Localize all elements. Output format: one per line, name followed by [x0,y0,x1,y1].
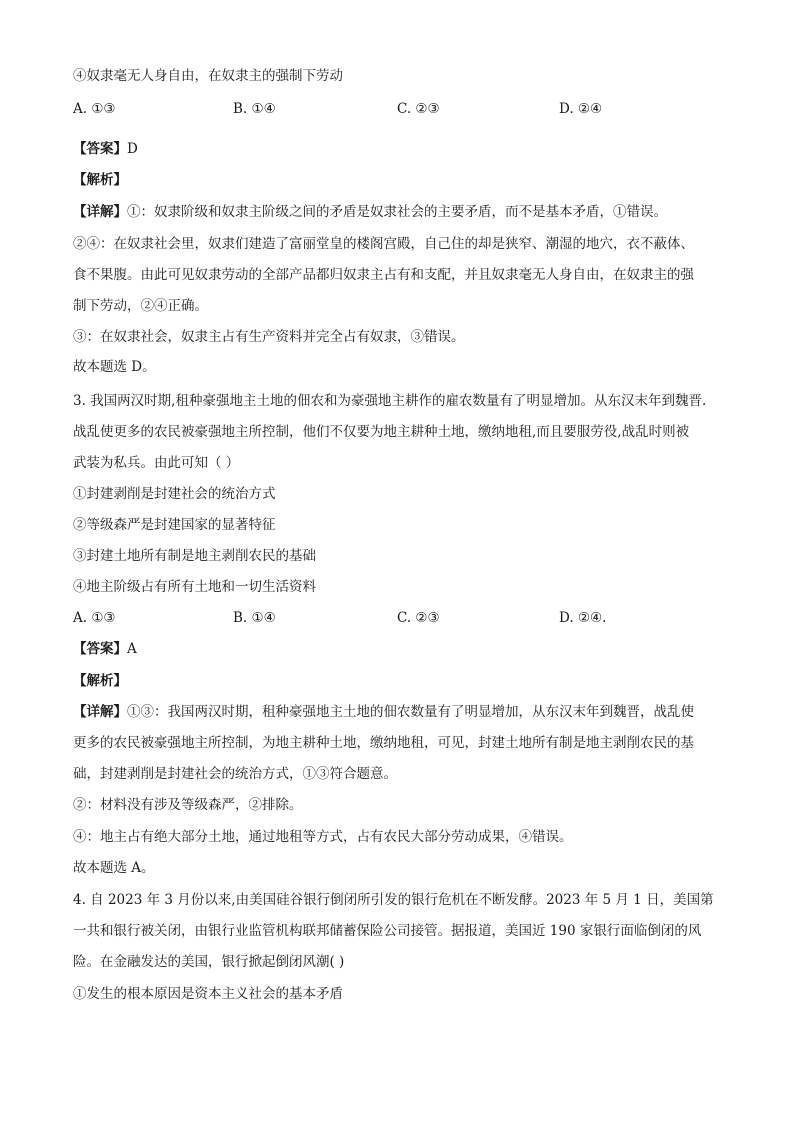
q3-option-b: B. ①④ [233,610,276,626]
q2-option-a: A. ①③ [73,101,116,117]
q3-detail-line-3: 础，封建剥削是封建社会的统治方式，①③符合题意。 [73,766,397,782]
q3-answer [73,640,733,658]
option-statement-4: ④奴隶毫无人身自由，在奴隶主的强制下劳动 [73,68,343,84]
q3-detail-line-5: ④：地主占有绝大部分土地，通过地租等方式，占有农民大部分劳动成果，④错误。 [73,829,573,845]
q4-stem-line-3: 险。在金融发达的美国，银行掀起倒闭风潮( ) [73,954,345,970]
answer-tag: 【答案】 [73,141,127,157]
q2-detail-line-5: ③：在奴隶社会，奴隶主占有生产资料并完全占有奴隶，③错误。 [73,329,465,345]
q3-option-d: D. ②④. [559,610,607,626]
answer-value: D [127,141,138,157]
q4-stem-line-2: 一共和银行被关闭，由银行业监管机构联邦储蓄保险公司接管。据报道，美国近 190 家银行面临倒闭的风 [73,923,702,939]
q3-option-c: C. ②③ [397,610,440,626]
q2-analysis-heading: 【解析】 [73,172,127,188]
q3-detail-line-4: ②：材料没有涉及等级森严，②排除。 [73,797,303,813]
q4-statement-1: ①发生的根本原因是资本主义社会的基本矛盾 [73,986,343,1002]
q3-stem-line-2: 战乱使更多的农民被豪强地主所控制，他们不仅要为地主耕种土地，缴纳地租,而且要服劳役,战乱时则被 [73,424,690,440]
detail-tag: 【详解】 [73,204,127,220]
q3-analysis-heading: 【解析】 [73,673,127,689]
detail-text: ①：奴隶阶级和奴隶主阶级之间的矛盾是奴隶社会的主要矛盾，而不是基本矛盾，①错误。 [127,204,667,220]
q2-detail-line-3: 食不果腹。由此可见奴隶劳动的全部产品都归奴隶主占有和支配，并且奴隶毫无人身自由，在奴隶主的强 [73,267,694,283]
q3-stem-line-3: 武装为私兵。由此可知（ ） [73,455,240,471]
q3-detail-line-2: 更多的农民被豪强地主所控制，为地主耕种土地，缴纳地租，可见，封建土地所有制是地主剥削农民的基 [73,735,694,751]
q3-stem-line-1: 3. 我国两汉时期,租种豪强地主土地的佃农和为豪强地主耕作的雇农数量有了明显增加。从东汉末年到魏晋. [73,393,707,409]
q2-option-b: B. ①④ [233,101,276,117]
q3-detail-line-1 [73,703,733,721]
q3-option-a: A. ①③ [73,610,116,626]
answer-tag: 【答案】 [73,641,127,657]
answer-value: A [127,641,137,657]
q3-options [73,609,733,627]
q2-detail-line-2: ②④：在奴隶社会里，奴隶们建造了富丽堂皇的楼阁宫殿，自己住的却是狭窄、潮湿的地穴，衣不蔽体、 [73,236,694,252]
detail-tag: 【详解】 [73,704,127,720]
q3-conclusion: 故本题选 A。 [73,860,155,876]
q2-answer [73,140,733,158]
q3-statement-4: ④地主阶级占有所有土地和一切生活资料 [73,579,316,595]
q4-stem-line-1: 4. 自 2023 年 3 月份以来,由美国硅谷银行倒闭所引发的银行危机在不断发酵。2023 年 5 月 1 日，美国第 [73,892,714,908]
detail-text: ①③：我国两汉时期，租种豪强地主土地的佃农数量有了明显增加，从东汉末年到魏晋，战乱使 [127,704,694,720]
q2-options [73,100,733,118]
q2-detail-line-1 [73,203,733,221]
q2-conclusion: 故本题选 D。 [73,359,156,375]
q2-detail-line-4: 制下劳动，②④正确。 [73,298,208,314]
q3-statement-2: ②等级森严是封建国家的显著特征 [73,517,276,533]
q3-statement-3: ③封建土地所有制是地主剥削农民的基础 [73,548,316,564]
q2-option-d: D. ②④ [559,101,603,117]
q2-option-c: C. ②③ [397,101,440,117]
q3-statement-1: ①封建剥削是封建社会的统治方式 [73,486,276,502]
